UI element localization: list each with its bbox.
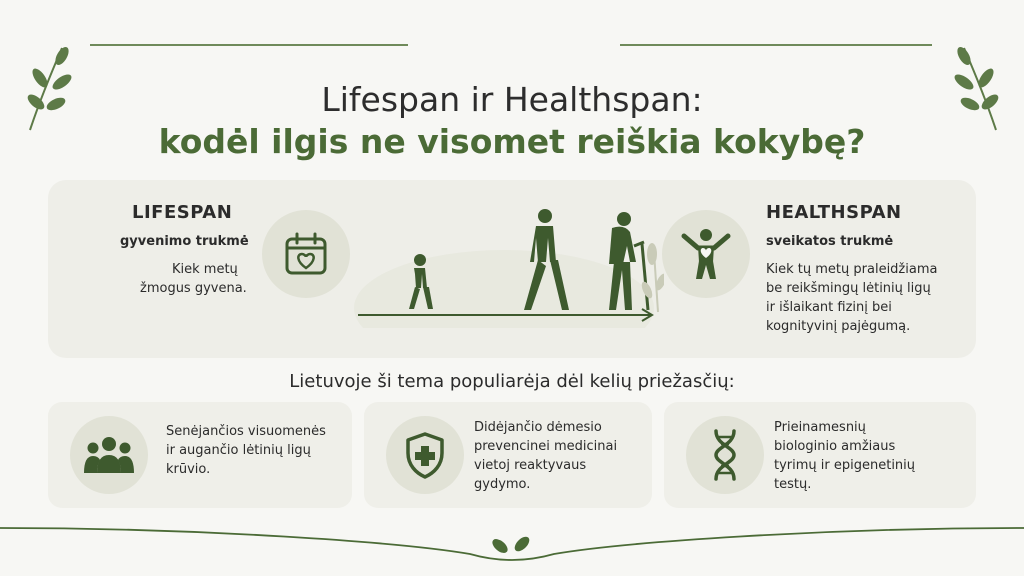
shield-plus-icon — [404, 431, 446, 479]
reason-text: Didėjančio dėmesio prevencinei medicinai vietoj reaktyvaus gydymo. — [474, 420, 618, 492]
life-stages-illustration — [354, 204, 664, 328]
healthspan-subheading: sveikatos trukmė — [766, 234, 894, 249]
leaf-pair-icon — [490, 534, 532, 556]
top-rule-left — [90, 44, 408, 46]
reason-icon-circle — [70, 416, 148, 494]
lifespan-description: Kiek metų žmogus gyvena. — [140, 262, 247, 296]
lifespan-icon-circle — [262, 210, 350, 298]
page-title: Lifespan ir Healthspan: — [321, 80, 703, 119]
dna-icon — [708, 429, 742, 481]
lifespan-heading: LIFESPAN — [132, 202, 233, 223]
reason-card — [364, 402, 652, 508]
page-subtitle: kodėl ilgis ne visomet reiškia kokybę? — [158, 122, 866, 161]
reason-icon-circle — [386, 416, 464, 494]
reason-text: Senėjančios visuomenės ir augančio lėtinių ligų krūvio. — [166, 424, 326, 477]
bottom-wave-divider — [0, 520, 1024, 576]
reason-card — [664, 402, 976, 508]
reason-text: Prieinamesnių biologinio amžiaus tyrimų ir epigenetinių testų. — [774, 420, 916, 492]
healthspan-description: Kiek tų metų praleidžiama be reikšmingų lėtinių ligų ir išlaikant fizinį bei kognityvinį pajėgumą. — [766, 262, 938, 334]
active-person-heart-icon — [680, 226, 732, 282]
lifespan-subheading: gyvenimo trukmė — [120, 234, 249, 249]
healthspan-icon-circle — [662, 210, 750, 298]
healthspan-heading: HEALTHSPAN — [766, 202, 902, 223]
reason-card — [48, 402, 352, 508]
people-group-icon — [83, 435, 135, 475]
calendar-heart-icon — [282, 230, 330, 278]
comparison-panel — [48, 180, 976, 358]
top-rule-right — [620, 44, 932, 46]
reason-icon-circle — [686, 416, 764, 494]
reasons-heading: Lietuvoje ši tema populiarėja dėl kelių priežasčių: — [289, 371, 735, 392]
